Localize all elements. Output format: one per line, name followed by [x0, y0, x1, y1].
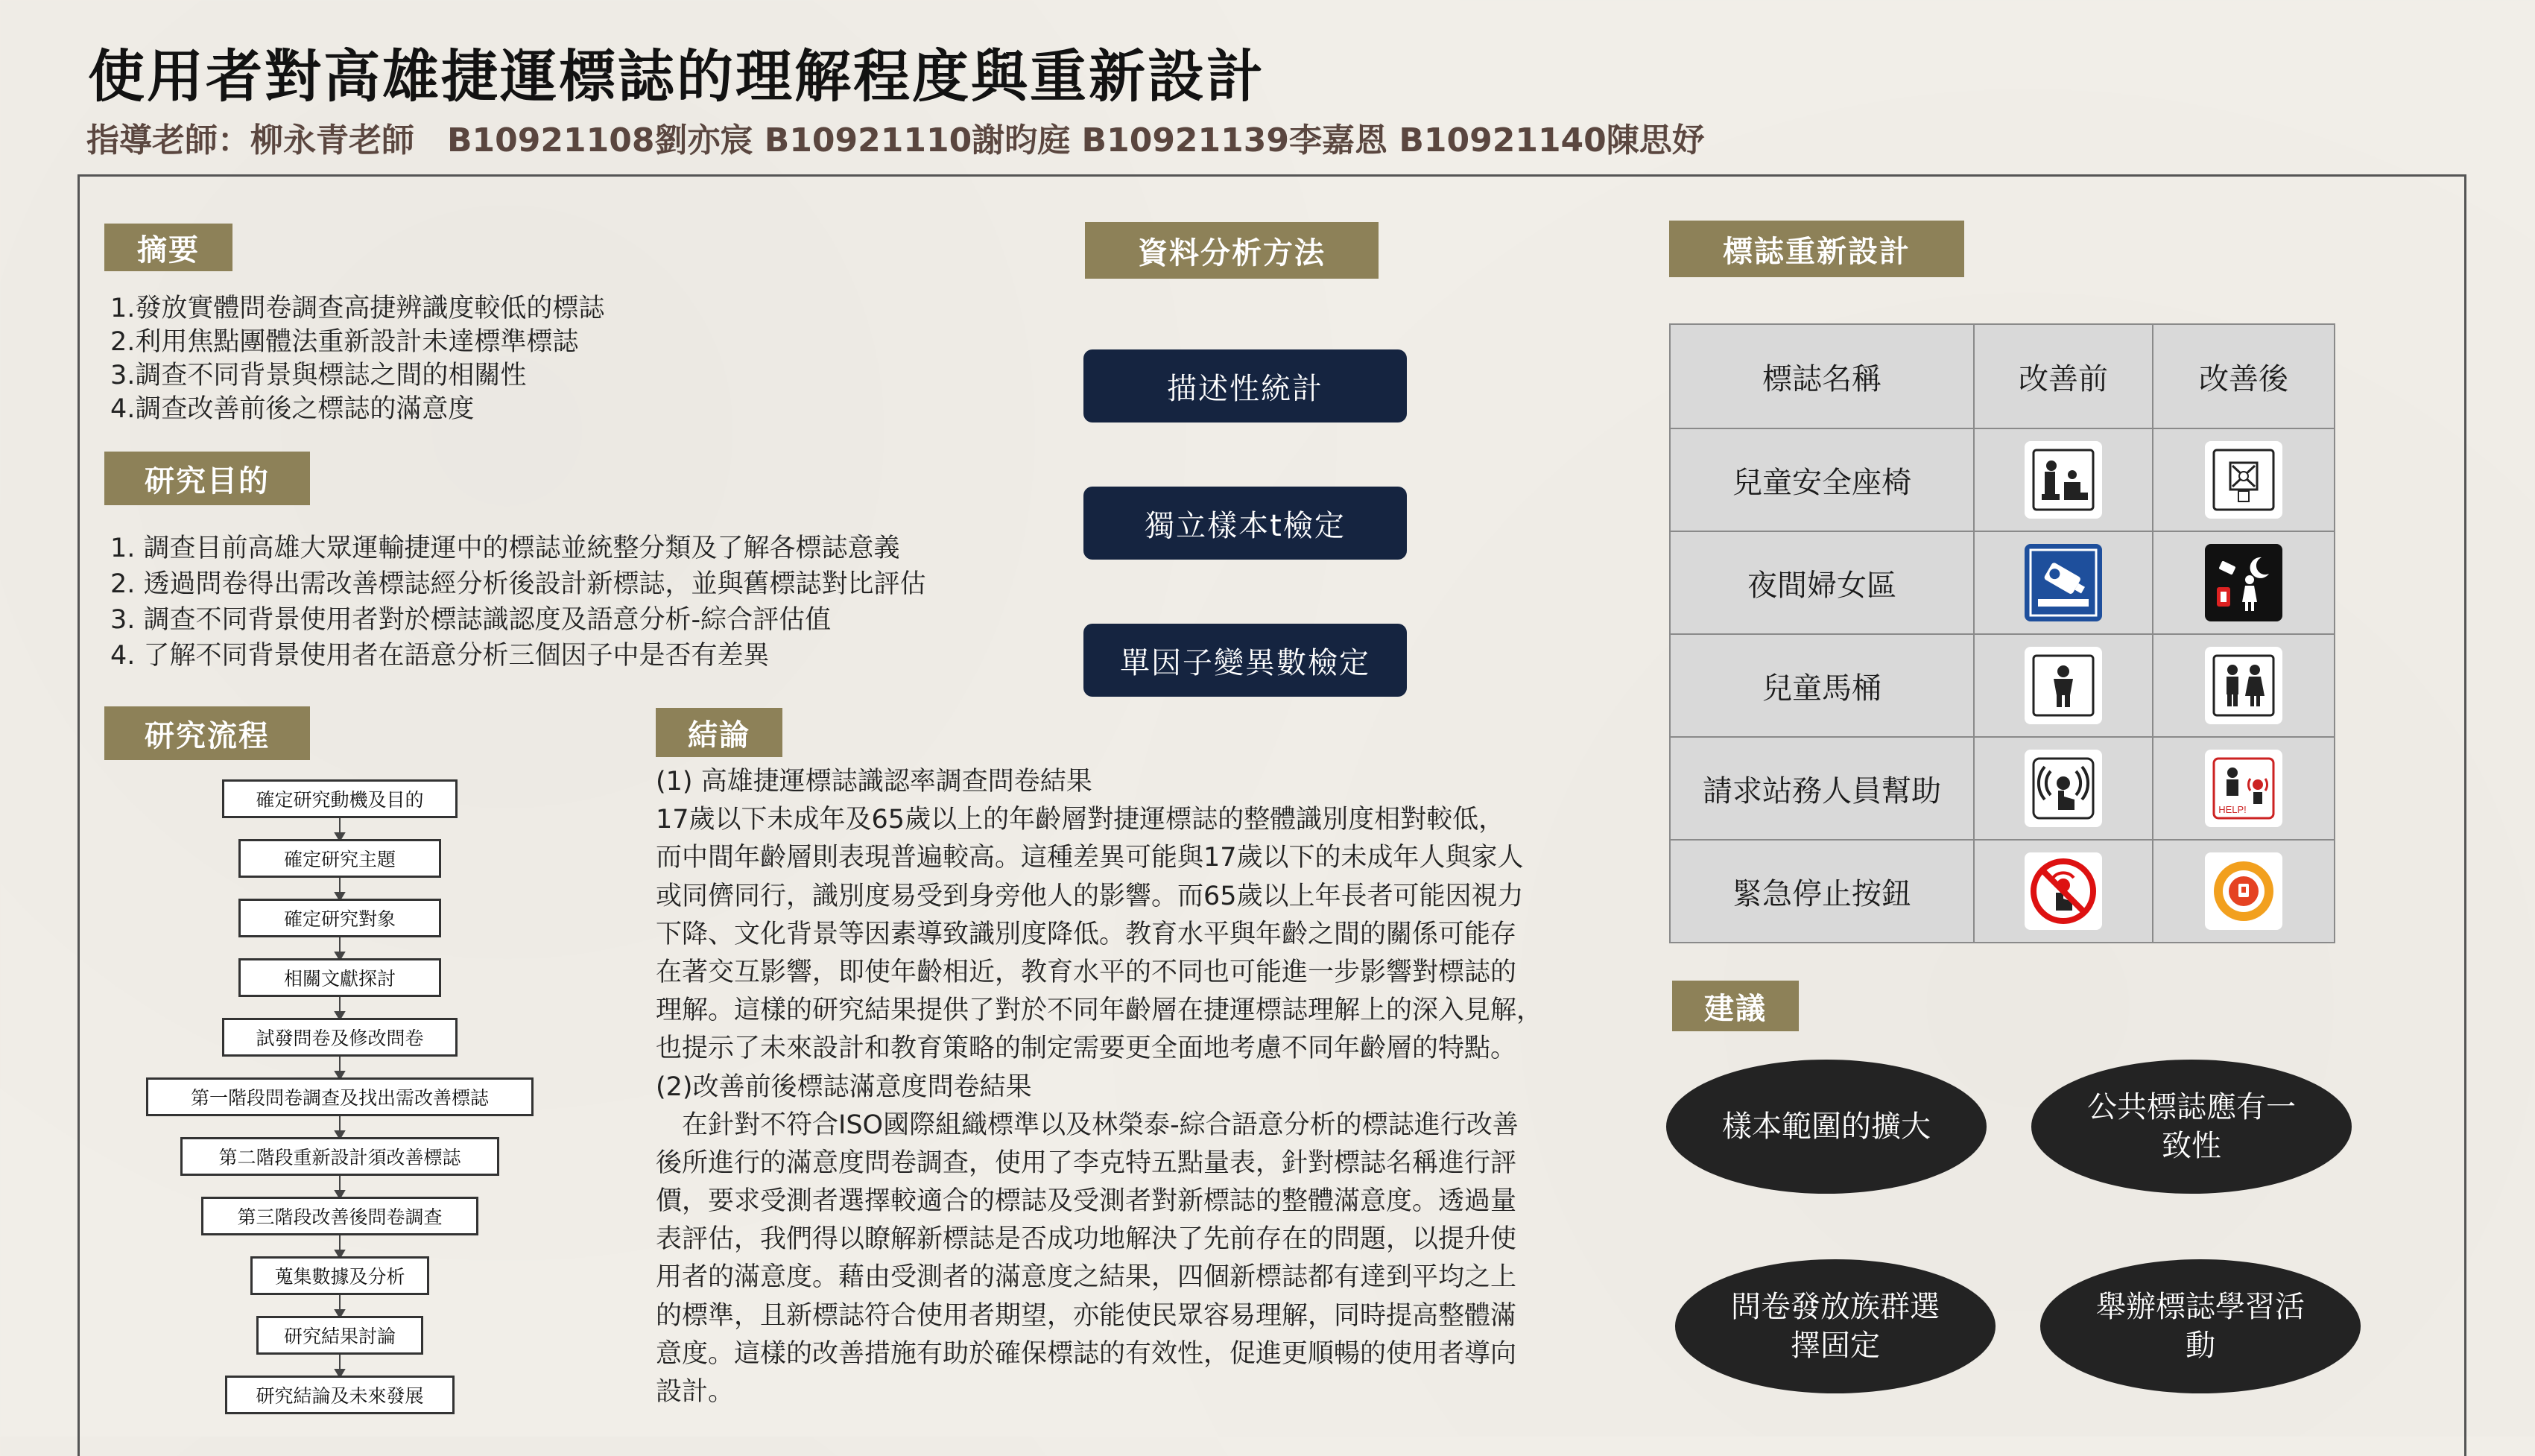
conclusion-line: 理解。這樣的研究結果提供了對於不同年齡層在捷運標誌理解上的深入見解， — [656, 996, 1543, 1026]
night-women-zone-old-icon — [2025, 544, 2102, 621]
conclusion-tag: 結論 — [656, 708, 782, 757]
emergency-stop-old-icon — [2025, 852, 2102, 930]
child-toilet-old-icon — [2025, 647, 2102, 724]
flow-step: 第一階段問卷調查及找出需改善標誌 — [146, 1077, 534, 1116]
flow-step: 研究結果討論 — [256, 1316, 423, 1355]
conclusion-line: 17歲以下未成年及65歲以上的年齡層對捷運標誌的整體識別度相對較低， — [656, 805, 1505, 835]
flow-step: 第三階段改善後問卷調查 — [201, 1197, 478, 1235]
header-after: 改善後 — [2153, 324, 2335, 428]
conclusion-line: 意度。這樣的改善措施有助於確保標誌的有效性，促進更順暢的使用者導向 — [656, 1338, 1517, 1369]
abstract-item: 3.調查不同背景與標誌之間的相關性 — [110, 361, 527, 390]
child-toilet-new-icon — [2205, 647, 2282, 724]
night-women-zone-new-icon — [2205, 544, 2282, 621]
conclusion-text — [656, 763, 1542, 1411]
help-text: HELP! — [2218, 804, 2247, 815]
staff-help-old-icon — [2025, 750, 2102, 827]
page-title: 使用者對高雄捷運標誌的理解程度與重新設計 — [88, 43, 1265, 110]
table-header-row — [1670, 324, 2335, 428]
suggestion-consistent-signs: 公共標誌應有一致性 — [2031, 1060, 2352, 1194]
sign-name: 緊急停止按鈕 — [1670, 840, 1974, 943]
child-seat-new-icon — [2205, 441, 2282, 519]
table-row — [1670, 531, 2335, 634]
suggestion-learning-activity: 舉辦標誌學習活動 — [2040, 1259, 2361, 1393]
conclusion-line: 表評估，我們得以瞭解新標誌是否成功地解決了先前存在的問題，以提升使 — [656, 1224, 1517, 1255]
conclusion-line: 用者的滿意度。藉由受測者的滿意度之結果，四個新標誌都有達到平均之上 — [656, 1262, 1517, 1293]
table-row — [1670, 428, 2335, 531]
suggestions-tag: 建議 — [1672, 981, 1799, 1031]
conclusion-line: 設計。 — [656, 1377, 735, 1407]
method-descriptive-stats: 描述性統計 — [1083, 349, 1407, 422]
flow-step: 確定研究主題 — [238, 839, 441, 878]
table-row — [1670, 840, 2335, 943]
purpose-item: 2. 透過問卷得出需改善標誌經分析後設計新標誌，並與舊標誌對比評估 — [110, 569, 926, 599]
header-before: 改善前 — [1974, 324, 2153, 428]
sign-name: 兒童馬桶 — [1670, 634, 1974, 737]
flow-step: 研究結論及未來發展 — [225, 1376, 455, 1414]
abstract-tag: 摘要 — [104, 224, 232, 271]
child-seat-old-icon — [2025, 441, 2102, 519]
conclusion-line: 的標準，且新標誌符合使用者期望，亦能使民眾容易理解，同時提高整體滿 — [656, 1300, 1517, 1331]
method-anova: 單因子變異數檢定 — [1083, 624, 1407, 697]
table-row — [1670, 737, 2335, 840]
flow-step: 相關文獻探討 — [238, 958, 441, 997]
conclusion-line: 或同儕同行，識別度易受到身旁他人的影響。而65歲以上年長者可能因視力 — [656, 881, 1524, 911]
abstract-item: 1.發放實體問卷調查高捷辨識度較低的標誌 — [110, 294, 605, 323]
conclusion-line: 價，要求受測者選擇較適合的標誌及受測者對新標誌的整體滿意度。透過量 — [656, 1186, 1517, 1217]
methods-tag: 資料分析方法 — [1085, 222, 1379, 279]
flow-step: 確定研究動機及目的 — [222, 779, 458, 818]
staff-help-new-icon — [2205, 750, 2282, 827]
abstract-item: 4.調查改善前後之標誌的滿意度 — [110, 394, 475, 424]
conclusion-line: 後所進行的滿意度問卷調查，使用了李克特五點量表，針對標誌名稱進行評 — [656, 1148, 1517, 1178]
sign-name: 兒童安全座椅 — [1670, 428, 1974, 531]
conclusion-line: 而中間年齡層則表現普遍較高。這種差異可能與17歲以下的未成年人與家人 — [656, 843, 1524, 873]
purpose-item: 3. 調查不同背景使用者對於標誌識認度及語意分析-綜合評估值 — [110, 605, 832, 635]
conclusion-line: (2)改善前後標誌滿意度問卷結果 — [656, 1072, 1032, 1102]
redesign-tag: 標誌重新設計 — [1669, 221, 1964, 277]
flow-step: 試發問卷及修改問卷 — [222, 1018, 458, 1057]
suggestion-fixed-group: 問卷發放族群選擇固定 — [1675, 1259, 1996, 1393]
header-sign-name: 標誌名稱 — [1670, 324, 1974, 428]
sign-name: 夜間婦女區 — [1670, 531, 1974, 634]
method-t-test: 獨立樣本t檢定 — [1083, 487, 1407, 560]
suggestion-expand-sample: 樣本範圍的擴大 — [1666, 1060, 1987, 1194]
purpose-item: 4. 了解不同背景使用者在語意分析三個因子中是否有差異 — [110, 641, 770, 671]
redesign-table — [1669, 323, 2335, 943]
purpose-item: 1. 調查目前高雄大眾運輸捷運中的標誌並統整分類及了解各標誌意義 — [110, 534, 900, 563]
conclusion-line: (1) 高雄捷運標誌識認率調查問卷結果 — [656, 767, 1092, 797]
flow-step: 確定研究對象 — [238, 899, 441, 937]
sign-name: 請求站務人員幫助 — [1670, 737, 1974, 840]
emergency-stop-new-icon — [2205, 852, 2282, 930]
table-row — [1670, 634, 2335, 737]
conclusion-line: 在針對不符合ISO國際組織標準以及林榮泰-綜合語意分析的標誌進行改善 — [656, 1110, 1519, 1140]
purpose-tag: 研究目的 — [104, 452, 310, 505]
conclusion-line: 在著交互影響，即使年齡相近，教育水平的不同也可能進一步影響對標誌的 — [656, 957, 1517, 987]
flow-tag: 研究流程 — [104, 706, 310, 760]
conclusion-line: 也提示了未來設計和教育策略的制定需要更全面地考慮不同年齡層的特點。 — [656, 1034, 1517, 1064]
conclusion-line: 下降、文化背景等因素導致識別度降低。教育水平與年齡之間的關係可能存 — [656, 919, 1517, 949]
page-subtitle: 指導老師：柳永青老師 B10921108劉亦宸 B10921110謝昀庭 B10921139李嘉恩 B10921140陳思妤 — [86, 121, 1705, 159]
flow-step: 第二階段重新設計須改善標誌 — [180, 1137, 499, 1176]
flow-step: 蒐集數據及分析 — [250, 1256, 429, 1295]
abstract-item: 2.利用焦點團體法重新設計未達標準標誌 — [110, 327, 579, 357]
